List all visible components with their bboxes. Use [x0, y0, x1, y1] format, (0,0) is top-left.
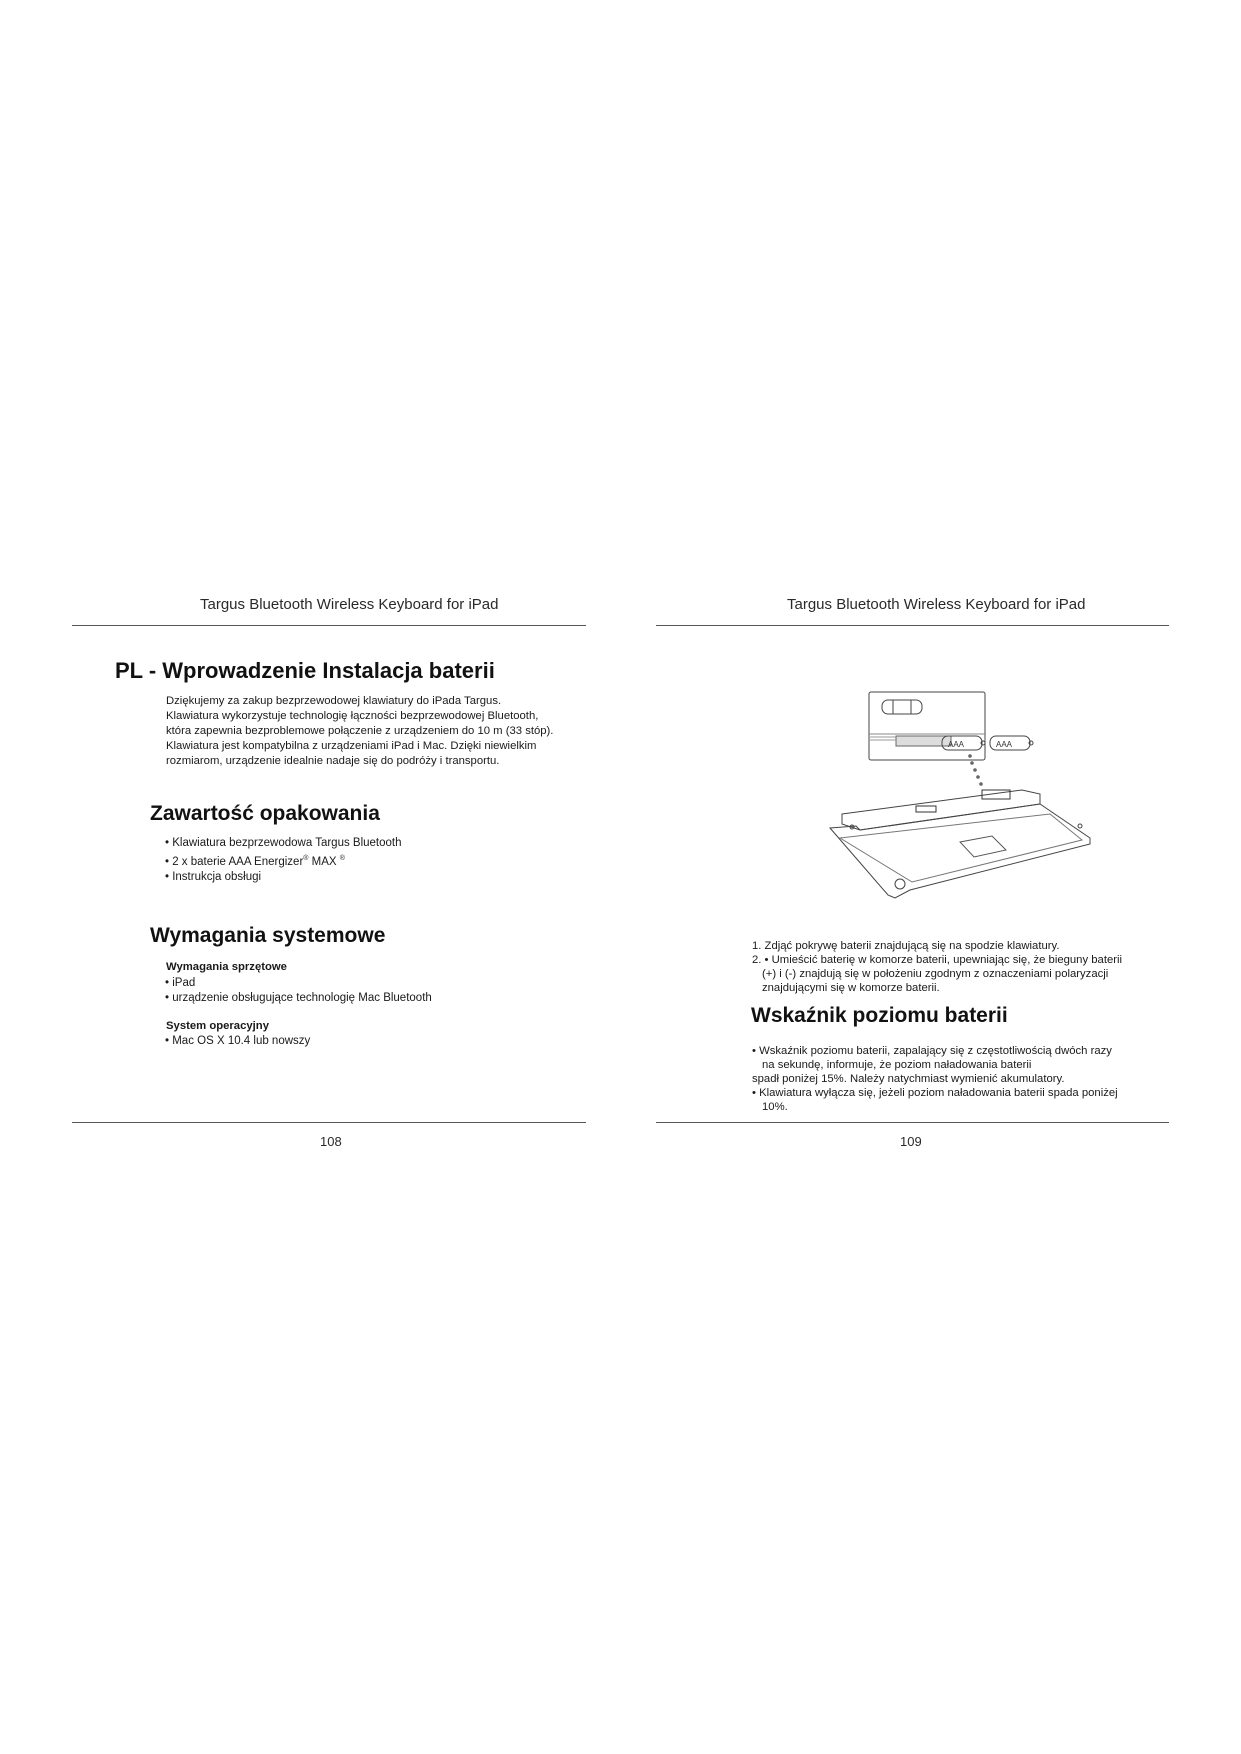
- page-number-right: 109: [900, 1134, 922, 1149]
- battery-label: AAA: [996, 740, 1013, 749]
- intro-line: Klawiatura jest kompatybilna z urządzeniami iPad i Mac. Dzięki niewielkim: [166, 740, 537, 752]
- battery-indicator-text: [752, 1044, 1182, 1114]
- text-line: spadł poniżej 15%. Należy natychmiast wymienić akumulatory.: [752, 1073, 1065, 1085]
- hardware-list: [165, 976, 432, 1006]
- list-item: • Instrukcja obsługi: [165, 870, 262, 883]
- list-item: [752, 953, 1182, 995]
- list-item: 1. Zdjąć pokrywę baterii znajdującą się na spodzie klawiatury.: [752, 940, 1060, 952]
- step-text: (+) i (-) znajdują się w położeniu zgodnym z oznaczeniami polaryzacji: [762, 968, 1109, 980]
- list-item: [165, 851, 402, 870]
- text-line: 10%.: [762, 1101, 788, 1113]
- intro-line: Klawiatura wykorzystuje technologię łączności bezprzewodowej Bluetooth,: [166, 710, 539, 722]
- registered-mark: ®: [303, 855, 309, 862]
- left-page: [0, 0, 620, 1754]
- intro-line: rozmiarom, urządzenie idealnie nadaje się do podróży i transportu.: [166, 755, 500, 767]
- contents-list: [165, 836, 402, 885]
- running-header-right: Targus Bluetooth Wireless Keyboard for iPad: [787, 596, 1086, 613]
- list-item: • urządzenie obsługujące technologię Mac Bluetooth: [165, 992, 432, 1004]
- header-rule-right: [656, 625, 1169, 626]
- text-line: • Klawiatura wyłącza się, jeżeli poziom naładowania baterii spada poniżej: [752, 1087, 1118, 1099]
- right-page: [620, 0, 1241, 1754]
- os-heading: System operacyjny: [166, 1020, 269, 1032]
- page-number-left: 108: [320, 1134, 342, 1149]
- footer-rule-left: [72, 1122, 586, 1123]
- intro-paragraph: [166, 694, 600, 769]
- step-text: znajdującymi się w komorze baterii.: [762, 982, 940, 994]
- installation-steps: [752, 939, 1182, 995]
- list-item-text: • 2 x baterie AAA Energizer: [165, 855, 304, 868]
- step-text: 2. • Umieścić baterię w komorze baterii, upewniając się, że bieguny baterii: [752, 954, 1123, 966]
- list-item: • iPad: [165, 977, 196, 989]
- list-item: • Mac OS X 10.4 lub nowszy: [165, 1035, 311, 1047]
- hardware-heading: Wymagania sprzętowe: [166, 961, 287, 973]
- insertion-dots: [968, 754, 983, 786]
- os-list: [165, 1034, 310, 1049]
- battery-label: AAA: [948, 740, 965, 749]
- list-item-text: MAX: [308, 855, 340, 868]
- registered-mark: ®: [339, 855, 345, 862]
- intro-line: która zapewnia bezproblemowe połączenie z urządzeniem do 10 m (33 stóp).: [166, 725, 554, 737]
- intro-line: Dziękujemy za zakup bezprzewodowej klawiatury do iPada Targus.: [166, 695, 502, 707]
- page-title: PL - Wprowadzenie Instalacja baterii: [115, 658, 495, 683]
- running-header-left: Targus Bluetooth Wireless Keyboard for iPad: [200, 596, 499, 613]
- contents-heading: Zawartość opakowania: [150, 802, 380, 825]
- header-rule-left: [72, 625, 586, 626]
- requirements-heading: Wymagania systemowe: [150, 924, 386, 947]
- keyboard-body: [830, 804, 1090, 898]
- battery-outline: [882, 700, 922, 714]
- battery-indicator-heading: Wskaźnik poziomu baterii: [751, 1004, 1008, 1027]
- list-item: • Klawiatura bezprzewodowa Targus Bluetooth: [165, 837, 402, 849]
- text-line: na sekundę, informuje, że poziom naładowania baterii: [762, 1059, 1032, 1071]
- text-line: • Wskaźnik poziomu baterii, zapalający się z częstotliwością dwóch razy: [752, 1045, 1112, 1057]
- battery-installation-illustration: [800, 690, 1120, 915]
- footer-rule-right: [656, 1122, 1169, 1123]
